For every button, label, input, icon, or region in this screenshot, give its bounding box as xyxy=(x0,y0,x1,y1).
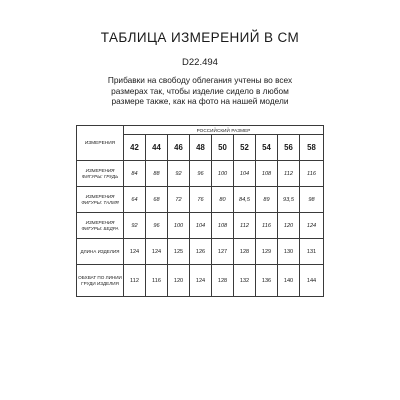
table-cell: 84,5 xyxy=(234,187,256,213)
table-cell: 130 xyxy=(278,239,300,265)
size-header: 50 xyxy=(212,135,234,161)
table-cell: 108 xyxy=(212,213,234,239)
row-label: ИЗМЕРЕНИЯ ФИГУРЫ: БЕДРА xyxy=(77,213,124,239)
size-header: 48 xyxy=(190,135,212,161)
table-cell: 92 xyxy=(124,213,146,239)
table-cell: 116 xyxy=(300,161,324,187)
table-cell: 88 xyxy=(146,161,168,187)
table-cell: 131 xyxy=(300,239,324,265)
size-header: 54 xyxy=(256,135,278,161)
table-row xyxy=(77,213,324,239)
table-cell: 96 xyxy=(190,161,212,187)
table-cell: 84 xyxy=(124,161,146,187)
table-cell: 112 xyxy=(278,161,300,187)
table-cell: 98 xyxy=(300,187,324,213)
table-cell: 93,5 xyxy=(278,187,300,213)
table-cell: 108 xyxy=(256,161,278,187)
table-cell: 124 xyxy=(124,239,146,265)
table-cell: 80 xyxy=(212,187,234,213)
row-label: ИЗМЕРЕНИЯ ФИГУРЫ: ГРУДЬ xyxy=(77,161,124,187)
size-header: 44 xyxy=(146,135,168,161)
table-row xyxy=(77,239,324,265)
table-cell: 76 xyxy=(190,187,212,213)
table-cell: 124 xyxy=(146,239,168,265)
table-cell: 116 xyxy=(146,265,168,297)
table-row xyxy=(77,265,324,297)
row-label: ДЛИНА ИЗДЕЛИЯ xyxy=(77,239,124,265)
table-cell: 72 xyxy=(168,187,190,213)
table-cell: 129 xyxy=(256,239,278,265)
page-title: ТАБЛИЦА ИЗМЕРЕНИЙ В СМ xyxy=(100,30,300,45)
table-cell: 120 xyxy=(278,213,300,239)
table-cell: 68 xyxy=(146,187,168,213)
table-cell: 128 xyxy=(212,265,234,297)
size-header: 52 xyxy=(234,135,256,161)
table-cell: 128 xyxy=(234,239,256,265)
table-cell: 124 xyxy=(190,265,212,297)
table-cell: 125 xyxy=(168,239,190,265)
table-cell: 116 xyxy=(256,213,278,239)
table-cell: 144 xyxy=(300,265,324,297)
table-cell: 96 xyxy=(146,213,168,239)
table-cell: 132 xyxy=(234,265,256,297)
fit-note: Прибавки на свободу облегания учтены во всех размерах так, чтобы изделие сидело в любом размере также, как на фото на нашей модели xyxy=(107,75,293,106)
table-cell: 104 xyxy=(234,161,256,187)
table-cell: 120 xyxy=(168,265,190,297)
corner-header: ИЗМЕРЕНИЯ xyxy=(77,126,124,161)
table-cell: 140 xyxy=(278,265,300,297)
table-cell: 104 xyxy=(190,213,212,239)
table-cell: 124 xyxy=(300,213,324,239)
table-cell: 127 xyxy=(212,239,234,265)
table-cell: 126 xyxy=(190,239,212,265)
table-cell: 112 xyxy=(124,265,146,297)
table-cell: 136 xyxy=(256,265,278,297)
row-label: ОБХВАТ ПО ЛИНИИ ГРУДИ ИЗДЕЛИЯ xyxy=(77,265,124,297)
table-row xyxy=(77,187,324,213)
table-cell: 89 xyxy=(256,187,278,213)
size-header: 58 xyxy=(300,135,324,161)
table-cell: 100 xyxy=(212,161,234,187)
size-group-header: РОССИЙСКИЙ РАЗМЕР xyxy=(124,126,324,135)
table-cell: 100 xyxy=(168,213,190,239)
product-code: D22.494 xyxy=(182,57,218,68)
size-header: 42 xyxy=(124,135,146,161)
size-header: 46 xyxy=(168,135,190,161)
table-cell: 64 xyxy=(124,187,146,213)
size-table xyxy=(76,125,324,297)
row-label: ИЗМЕРЕНИЯ ФИГУРЫ: ТАЛИЯ xyxy=(77,187,124,213)
table-cell: 112 xyxy=(234,213,256,239)
table-cell: 92 xyxy=(168,161,190,187)
size-header: 56 xyxy=(278,135,300,161)
table-row xyxy=(77,161,324,187)
